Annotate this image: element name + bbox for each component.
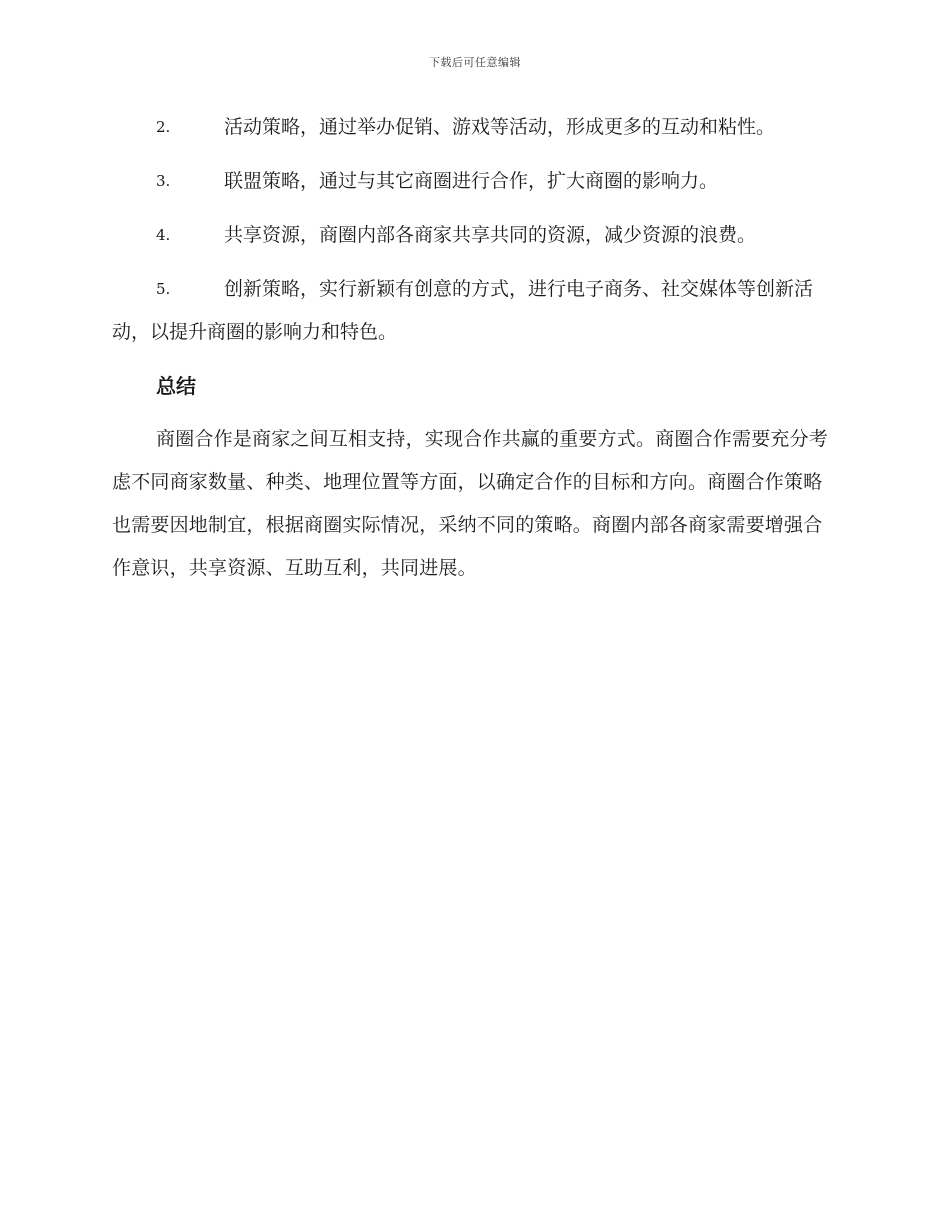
list-item-4 [112, 214, 834, 257]
list-item-2 [112, 106, 834, 149]
list-item-number: 5. [156, 280, 171, 298]
list-item-number: 4. [156, 226, 171, 244]
list-item-3 [112, 160, 834, 203]
summary-heading: 总结 [156, 374, 196, 398]
document-content [112, 106, 834, 590]
list-item-text: 共享资源，商圈内部各商家共享共同的资源，减少资源的浪费。 [224, 224, 757, 246]
list-item-text: 创新策略，实行新颖有创意的方式，进行电子商务、社交媒体等创新活动，以提升商圈的影响力和特色。 [112, 278, 814, 343]
page-header-note: 下载后可任意编辑 [429, 56, 521, 69]
list-item-5 [112, 268, 834, 354]
list-item-text: 活动策略，通过举办促销、游戏等活动，形成更多的互动和粘性。 [224, 116, 776, 138]
summary-paragraph: 商圈合作是商家之间互相支持，实现合作共赢的重要方式。商圈合作需要充分考虑不同商家数量、种类、地理位置等方面，以确定合作的目标和方向。商圈合作策略也需要因地制宜，根据商圈实际情况，采纳不同的策略。商圈内部各商家需要增强合作意识，共享资源、互助互利，共同进展。 [112, 428, 829, 579]
list-item-text: 联盟策略，通过与其它商圈进行合作，扩大商圈的影响力。 [224, 170, 719, 192]
list-item-number: 2. [156, 118, 171, 136]
list-item-number: 3. [156, 172, 171, 190]
